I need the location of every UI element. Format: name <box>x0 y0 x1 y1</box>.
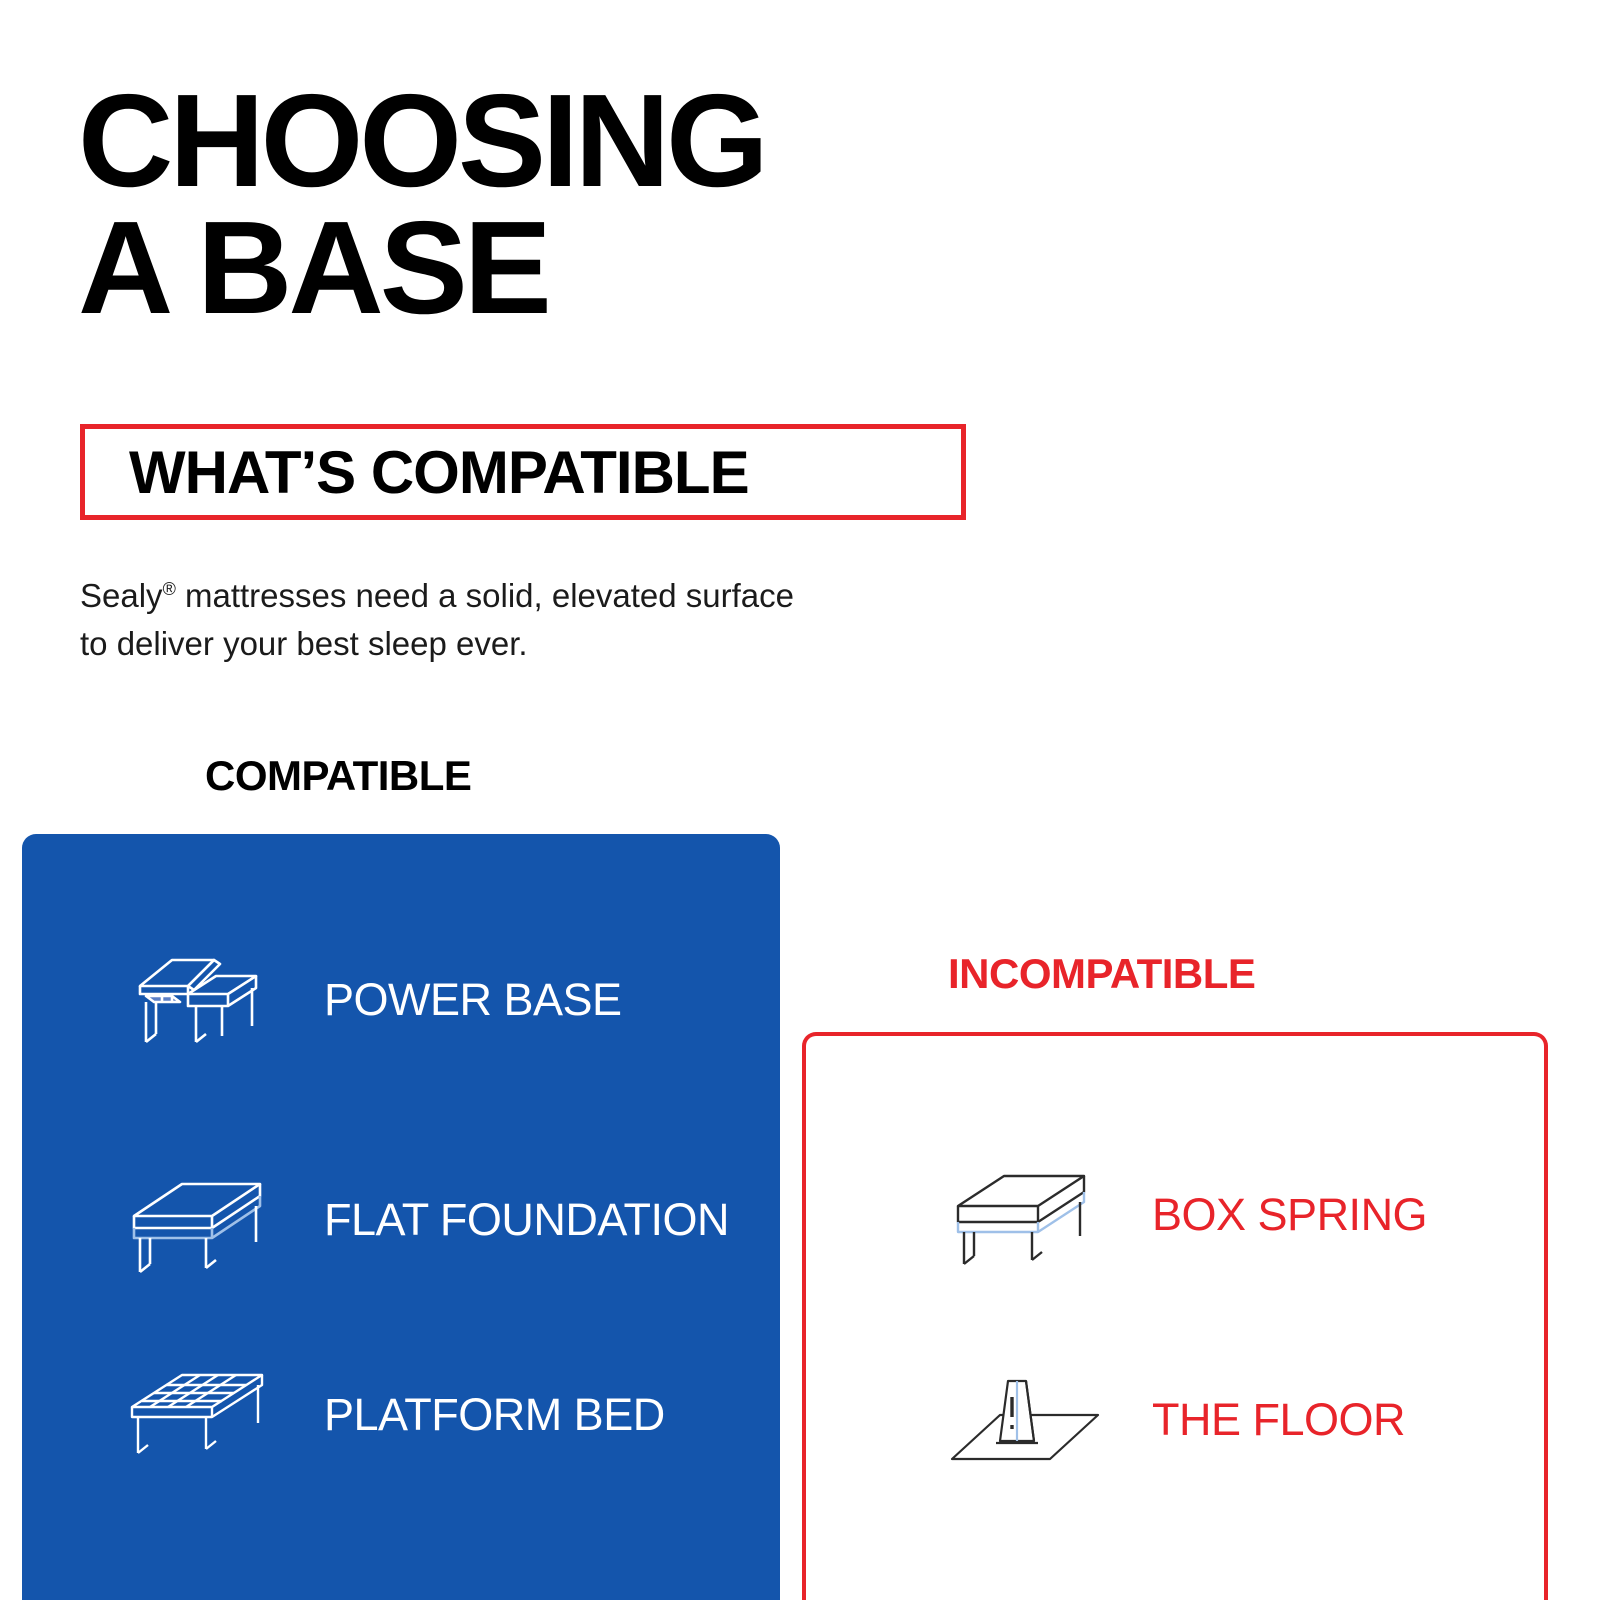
floor-warning-icon <box>938 1355 1108 1485</box>
subtitle-box <box>80 424 966 520</box>
page-title-line-2: A BASE <box>78 193 548 341</box>
power-base-icon <box>110 930 280 1070</box>
list-item <box>110 1345 665 1485</box>
list-item-label: BOX SPRING <box>1152 1188 1428 1240</box>
platform-bed-icon <box>110 1345 280 1485</box>
subtitle-text: WHAT’S COMPATIBLE <box>129 438 749 506</box>
list-item-label: FLAT FOUNDATION <box>324 1193 730 1245</box>
list-item <box>110 930 622 1070</box>
page-title <box>78 67 1078 341</box>
box-spring-icon <box>938 1150 1108 1280</box>
list-item-label: THE FLOOR <box>1152 1393 1406 1445</box>
body-copy: Sealy® mattresses need a solid, elevated surface to deliver your best sleep ever. <box>80 577 794 662</box>
list-item <box>110 1150 729 1290</box>
list-item <box>938 1355 1405 1485</box>
compatible-heading: COMPATIBLE <box>205 752 472 799</box>
flat-foundation-icon <box>110 1150 280 1290</box>
page-title-line-1: CHOOSING <box>78 67 765 214</box>
incompatible-panel <box>802 1032 1548 1600</box>
list-item-label: PLATFORM BED <box>324 1388 665 1440</box>
list-item-label: POWER BASE <box>324 973 622 1025</box>
incompatible-heading: INCOMPATIBLE <box>948 950 1256 997</box>
list-item <box>938 1150 1427 1280</box>
